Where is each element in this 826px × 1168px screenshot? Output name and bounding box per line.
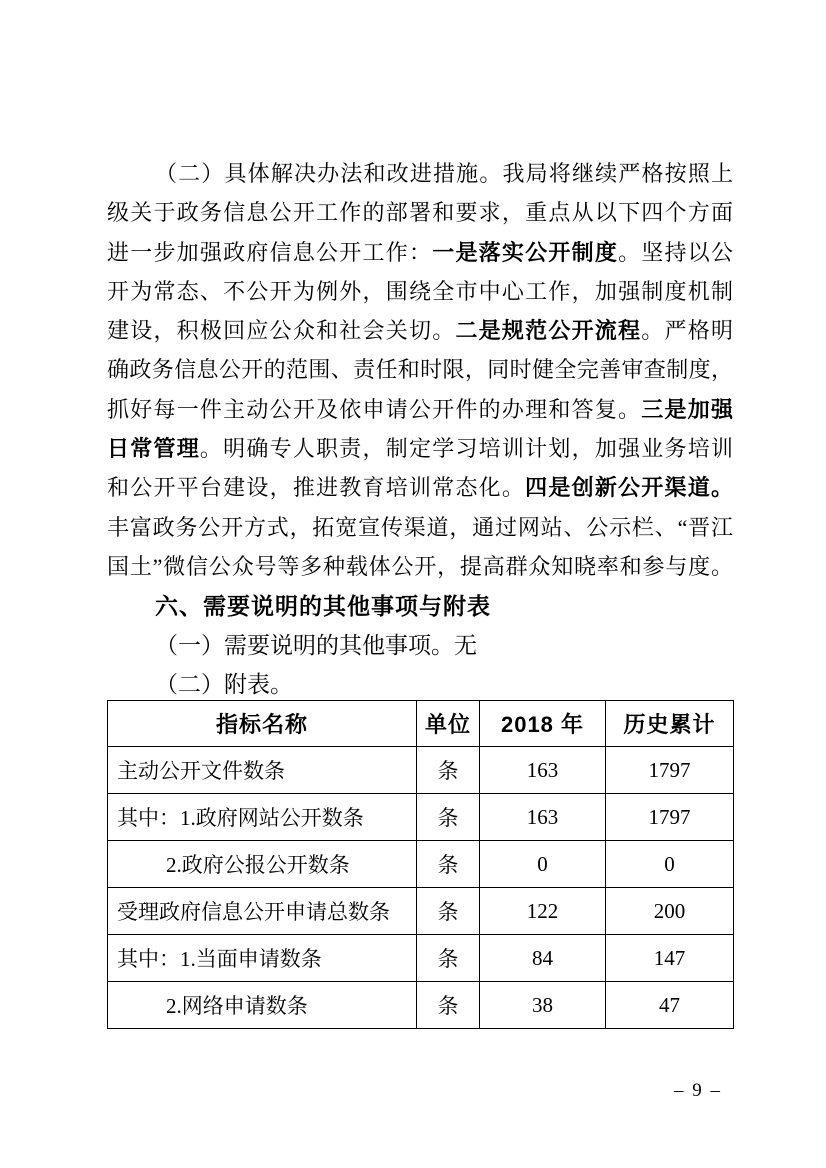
paragraph-line	[107, 193, 733, 232]
cell-unit: 条	[417, 982, 480, 1029]
paragraph-line	[107, 468, 733, 507]
paragraph-text: 开为常态、不公开为例外，围绕全市中心工作，加强制度机制	[107, 278, 733, 304]
cell-unit: 条	[417, 935, 480, 982]
body-paragraph	[107, 154, 733, 586]
cell-indicator-name: 其中：1.政府网站公开数条	[108, 794, 417, 841]
paragraph-line	[107, 154, 733, 193]
cell-history-value: 0	[606, 841, 734, 888]
statistics-table	[107, 700, 734, 1029]
paragraph-line	[107, 508, 733, 547]
table-header-row	[108, 701, 734, 747]
paragraph-line	[107, 350, 733, 389]
paragraph-text: 。严格明	[641, 318, 733, 344]
attachment-table	[107, 700, 733, 1029]
header-cell-year-2018: 2018 年	[480, 701, 606, 747]
bold-emphasis: 一是落实公开制度	[432, 239, 619, 265]
cell-year-value: 163	[480, 747, 606, 794]
paragraph-line	[107, 272, 733, 311]
cell-indicator-name: 受理政府信息公开申请总数条	[108, 888, 417, 935]
paragraph-text: 建设，积极回应公众和社会关切。	[107, 318, 456, 344]
paragraph-text: 进一步加强政府信息公开工作：	[107, 239, 433, 265]
paragraph-line	[107, 390, 733, 429]
section-heading: 六、需要说明的其他事项与附表	[155, 593, 491, 619]
header-cell-indicator-name: 指标名称	[108, 701, 417, 747]
cell-indicator-name: 主动公开文件数条	[108, 747, 417, 794]
cell-unit: 条	[417, 794, 480, 841]
table-row	[108, 841, 734, 888]
table-row	[108, 747, 734, 794]
cell-unit: 条	[417, 747, 480, 794]
paragraph-text: 国土”微信公众号等多种载体公开，提高群众知晓率和参与度。	[107, 553, 733, 579]
cell-history-value: 47	[606, 982, 734, 1029]
cell-year-value: 38	[480, 982, 606, 1029]
cell-history-value: 200	[606, 888, 734, 935]
bold-emphasis: 二是规范公开流程	[455, 318, 642, 344]
bold-emphasis: 日常管理	[107, 436, 200, 462]
table-row	[108, 888, 734, 935]
cell-year-value: 122	[480, 888, 606, 935]
paragraph-line	[107, 429, 733, 468]
paragraph-text: 抓好每一件主动公开及依申请公开件的办理和答复。	[107, 396, 642, 422]
cell-history-value: 147	[606, 935, 734, 982]
paragraph-text: 确政务信息公开的范围、责任和时限，同时健全完善审查制度，	[107, 357, 733, 383]
table-row	[108, 794, 734, 841]
table-row	[108, 982, 734, 1029]
paragraph-text: 和公开平台建设，推进教育培训常态化。	[107, 475, 526, 501]
paragraph-text: 级关于政务信息公开工作的部署和要求，重点从以下四个方面	[107, 200, 733, 226]
paragraph-text: （二）具体解决办法和改进措施。我局将继续严格按照上	[155, 161, 733, 186]
bold-emphasis: 三是加强	[641, 396, 733, 422]
header-cell-unit: 单位	[417, 701, 480, 747]
paragraph-text: 。明确专人职责，制定学习培训计划，加强业务培训	[199, 436, 733, 462]
paragraph-line	[107, 311, 733, 350]
cell-history-value: 1797	[606, 747, 734, 794]
paragraph-line	[107, 233, 733, 272]
bold-emphasis: 四是创新公开渠道。	[525, 475, 733, 501]
cell-unit: 条	[417, 888, 480, 935]
paragraph-text: 。坚持以公	[618, 239, 733, 265]
cell-indicator-name: 2.网络申请数条	[108, 982, 417, 1029]
cell-indicator-name: 其中：1.当面申请数条	[108, 935, 417, 982]
cell-unit: 条	[417, 841, 480, 888]
table-row	[108, 935, 734, 982]
page-number: – 9 –	[674, 1080, 722, 1101]
subsection-item-1: （一）需要说明的其他事项。无	[155, 633, 477, 658]
cell-indicator-name: 2.政府公报公开数条	[108, 841, 417, 888]
subsection-item-2: （二）附表。	[155, 672, 293, 697]
header-cell-history-total: 历史累计	[606, 701, 734, 747]
paragraph-text: 丰富政务公开方式，拓宽宣传渠道，通过网站、公示栏、“晋江	[107, 514, 733, 540]
paragraph-line	[107, 547, 733, 586]
cell-history-value: 1797	[606, 794, 734, 841]
cell-year-value: 0	[480, 841, 606, 888]
cell-year-value: 163	[480, 794, 606, 841]
cell-year-value: 84	[480, 935, 606, 982]
